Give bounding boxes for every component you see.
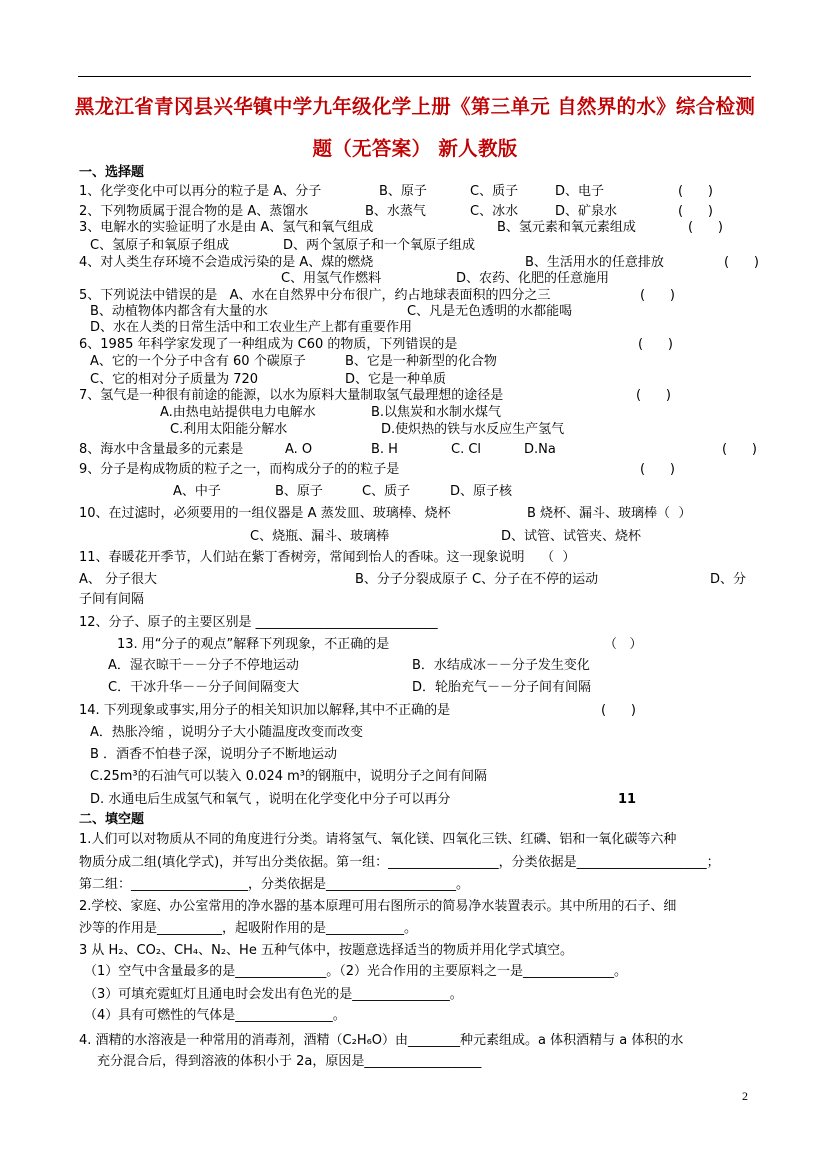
option-c: C、烧瓶、漏斗、玻璃棒 [250, 529, 390, 544]
option-b: B．水结成冰－－分子发生变化 [412, 658, 590, 673]
option-d: D、它是一种单质 [345, 372, 447, 387]
option-d: D．轮胎充气－－分子间有间隔 [412, 680, 592, 695]
question-stem: 3、电解水的实验证明了水是由 A、氢气和氧气组成 [79, 220, 374, 235]
header-rule [78, 76, 751, 77]
doc-title-line2: 题（无答案） 新人教版 [312, 137, 518, 160]
answer-paren: ( ) [601, 703, 636, 718]
option-c: C.25m³的石油气可以装入 0.024 m³的钢瓶中，说明分子之间有间隔 [90, 769, 487, 784]
answer-paren: ( ) [688, 220, 723, 235]
option-b: B. H [371, 442, 398, 457]
option-b: B、分子分裂成原子 C、分子在不停的运动 [355, 572, 599, 587]
question-stem: 4、对人类生存环境不会造成污染的是 A、煤的燃烧 [79, 255, 374, 270]
option-a: A．湿衣晾干－－分子不停地运动 [108, 658, 299, 673]
option-d: D.使炽热的铁与水反应生产氢气 [381, 422, 565, 437]
option-a: A．热胀冷缩 ，说明分子大小随温度改变而改变 [90, 725, 364, 740]
question-stem: 7、氢气是一种很有前途的能源，以水为原料大量制取氢气最理想的途径是 [79, 388, 504, 403]
fill-q2-line1: 2.学校、家庭、办公室常用的净水器的基本原理可用右图所示的简易净水装置表示。其中所用的石子、细 [79, 899, 677, 914]
question-12: 12、分子、原子的主要区别是 ____________________________ [79, 615, 438, 630]
option-b: B、它是一种新型的化合物 [345, 354, 497, 369]
option-d-continued: 子间有间隔 [79, 592, 145, 607]
fill-q1-line3: 第二组：__________________，分类依据是____________________。 [79, 877, 470, 892]
question-stem: 10、在过滤时，必须要用的一组仪器是 A 蒸发皿、玻璃棒、烧杯 [79, 506, 451, 521]
fill-q3-stem: 3 从 H₂、CO₂、CH₄、N₂、He 五种气体中，按题意选择适当的物质并用化学式填空。 [79, 943, 573, 958]
option-c: C、质子 [362, 484, 411, 499]
question-stem: 14. 下列现象或事实,用分子的相关知识加以解释,其中不正确的是 [79, 703, 451, 718]
option-d: D. 水通电后生成氢气和氧气 ，说明在化学变化中分子可以再分 [90, 792, 451, 807]
option-b: B、氢元素和氧元素组成 [497, 220, 636, 235]
option-d: D.Na [524, 442, 556, 457]
answer-paren: ( ) [640, 462, 675, 477]
option-b: B、原子 [275, 484, 323, 499]
answer-paren: ( ) [722, 442, 757, 457]
option-b: B ．酒香不怕巷子深，说明分子不断地运动 [90, 747, 338, 762]
question-stem: 8、海水中含量最多的元素是 [79, 442, 244, 457]
option-a: A、 分子很大 [79, 572, 158, 587]
option-c: C、用氢气作燃料 [281, 271, 382, 286]
option-d: D、原子核 [450, 484, 513, 499]
option-c: C、凡是无色透明的水都能喝 [407, 304, 573, 319]
question-stem: 13. 用“分子的观点”解释下列现象，不正确的是 [117, 637, 390, 652]
fill-q3-part1: （1）空气中含量最多的是______________。（2）光合作用的主要原料之一是______________。 [84, 964, 628, 979]
question-stem: 1、化学变化中可以再分的粒子是 A、分子 [79, 184, 322, 199]
doc-title-line1: 黑龙江省青冈县兴华镇中学九年级化学上册《第三单元 自然界的水》综合检测 [74, 95, 756, 118]
margin-mark: 11 [618, 792, 637, 807]
answer-paren: ( ) [636, 388, 671, 403]
option-d: D、农药、化肥的任意施用 [456, 271, 610, 286]
option-d: D、两个氢原子和一个氧原子组成 [283, 238, 476, 253]
option-d: D、试管、试管夹、烧杯 [501, 529, 642, 544]
section-heading-choice: 一、选择题 [79, 165, 145, 180]
option-c: C．干冰升华－－分子间间隔变大 [108, 680, 300, 695]
option-c: C、氢原子和氧原子组成 [90, 238, 230, 253]
question-stem: 9、分子是构成物质的粒子之一，而构成分子的的粒子是 [79, 462, 400, 477]
option-d: D、分 [710, 572, 747, 587]
answer-paren: ( ) [724, 255, 759, 270]
answer-paren: （ ） [604, 637, 643, 652]
option-d: D、水在人类的日常生活中和工农业生产上都有重要作用 [90, 320, 413, 335]
option-b: B、生活用水的任意排放 [525, 255, 664, 270]
option-d: D、矿泉水 [555, 204, 618, 219]
fill-q4-line2: 充分混合后，得到溶液的体积小于 2a，原因是__________________ [97, 1054, 482, 1069]
option-b: B.以焦炭和水制水煤气 [371, 405, 502, 420]
fill-q3-part3: （3）可填充霓虹灯且通电时会发出有色光的是_______________。 [84, 987, 463, 1002]
option-c: C、冰水 [470, 204, 519, 219]
fill-q4-line1: 4. 酒精的水溶液是一种常用的消毒剂，酒精（C₂H₆O）由________种元素组成。a 体积酒精与 a 体积的水 [79, 1033, 684, 1048]
option-c: C、它的相对分子质量为 720 [90, 372, 259, 387]
answer-paren: ( ) [640, 288, 675, 303]
fill-q2-line2: 沙等的作用是__________，起吸附作用的是____________。 [79, 921, 418, 936]
answer-paren: ( ) [638, 337, 673, 352]
fill-q1-line2: 物质分成二组(填化学式)，并写出分类依据。第一组：_________________，分类依据是____________________； [79, 855, 720, 870]
option-c: C. Cl [451, 442, 482, 457]
question-stem: 2、下列物质属于混合物的是 A、蒸馏水 [79, 204, 309, 219]
option-b: B 烧杯、漏斗、玻璃棒（ ） [527, 506, 692, 521]
section-heading-fill: 二、填空题 [79, 812, 145, 827]
question-stem: 11、春暖花开季节，人们站在紫丁香树旁，常闻到怡人的香味。这一现象说明 （ ） [79, 550, 576, 565]
option-a: A、中子 [173, 484, 221, 499]
answer-paren: ( ) [678, 184, 713, 199]
option-a: A、它的一个分子中含有 60 个碳原子 [90, 354, 306, 369]
fill-q1-line1: 1.人们可以对物质从不同的角度进行分类。请将氢气、氧化镁、四氧化三铁、红磷、铝和一氧化碳等六种 [79, 832, 677, 847]
option-a: A. O [285, 442, 313, 457]
option-d: D、电子 [555, 184, 605, 199]
fill-q3-part4: （4）具有可燃性的气体是_______________。 [84, 1008, 346, 1023]
page-number: 2 [742, 1089, 748, 1103]
answer-paren: ( ) [678, 204, 713, 219]
option-c: C、质子 [470, 184, 519, 199]
option-c: C.利用太阳能分解水 [170, 422, 288, 437]
option-b: B、水蒸气 [365, 204, 426, 219]
question-stem: 5、下列说法中错误的是 A、水在自然界中分布很广，约占地球表面积的四分之三 [79, 288, 551, 303]
option-b: B、原子 [379, 184, 427, 199]
question-stem: 6、1985 年科学家发现了一种组成为 C60 的物质，下列错误的是 [79, 337, 458, 352]
option-a: A.由热电站提供电力电解水 [160, 405, 316, 420]
option-b: B、动植物体内都含有大量的水 [90, 304, 268, 319]
